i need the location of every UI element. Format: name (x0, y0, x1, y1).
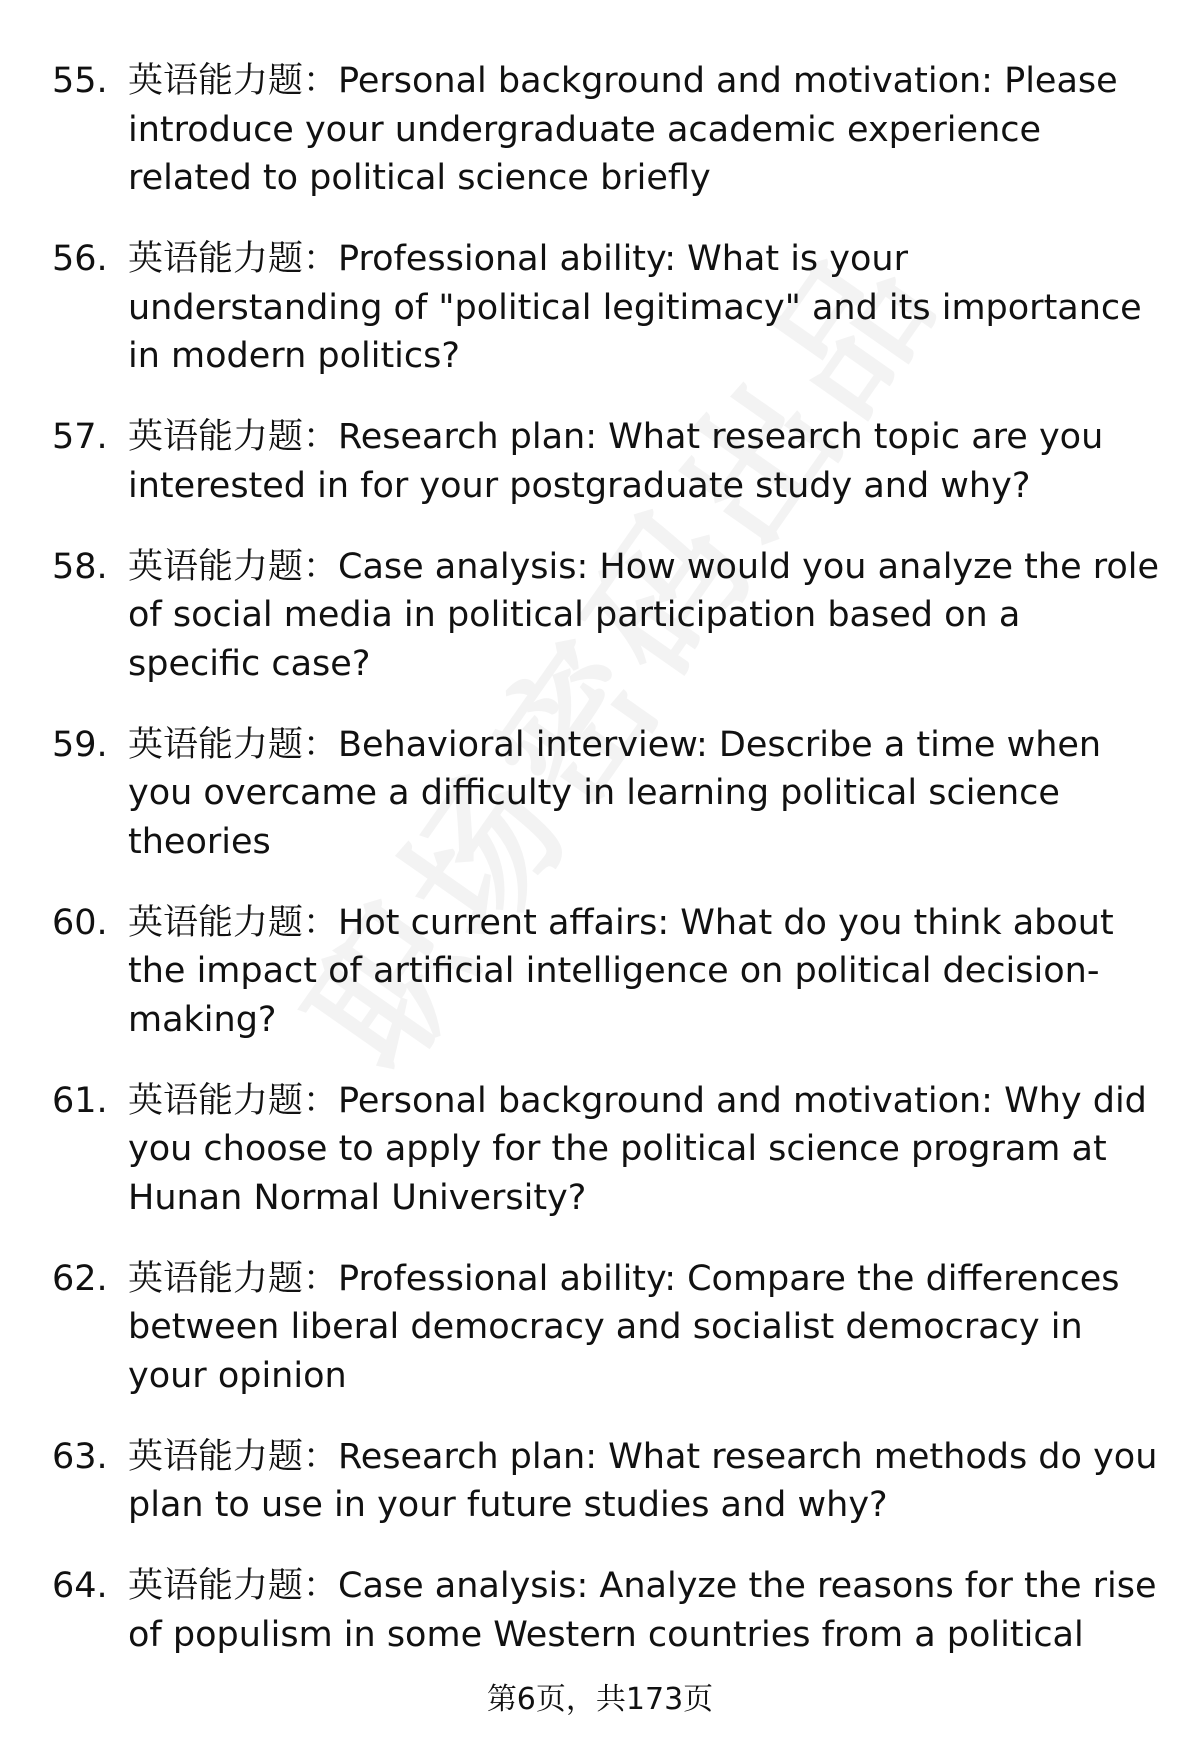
question-number: 62. (52, 1258, 108, 1299)
question-number: 60. (52, 902, 108, 943)
question-number: 61. (52, 1080, 108, 1121)
question-item (52, 899, 1162, 1045)
question-item (52, 1433, 1162, 1530)
question-text: 英语能力题：Case analysis: Analyze the reasons for the rise of populism in some Western countries from a political (128, 1566, 1157, 1655)
question-number: 63. (52, 1436, 108, 1477)
question-text: 英语能力题：Hot current affairs: What do you think about the impact of artificial intelligence on political decision-making? (128, 902, 1114, 1040)
question-text: 英语能力题：Case analysis: How would you analyze the role of social media in political participation based on a specific case? (128, 546, 1160, 684)
question-text: 英语能力题：Behavioral interview: Describe a time when you overcame a difficulty in learning political science theories (128, 724, 1102, 862)
question-list (52, 57, 1162, 1692)
question-item (52, 1562, 1162, 1659)
question-text: 英语能力题：Professional ability: What is your understanding of "political legitimacy" and its importance in modern politics? (128, 239, 1142, 376)
question-number: 64. (52, 1566, 108, 1606)
question-item (52, 235, 1162, 381)
question-item (52, 1255, 1162, 1401)
question-number: 57. (52, 417, 108, 457)
question-item (52, 543, 1162, 689)
question-item (52, 721, 1162, 867)
question-text: 英语能力题：Professional ability: Compare the differences between liberal democracy and socialist democracy in your opinion (128, 1258, 1120, 1396)
question-text: 英语能力题：Research plan: What research topic are you interested in for your postgraduate study and why? (128, 417, 1104, 506)
question-item (52, 57, 1162, 203)
question-number: 56. (52, 239, 108, 279)
question-text: 英语能力题：Personal background and motivation: Why did you choose to apply for the political science program at Hunan Normal University? (128, 1080, 1147, 1218)
question-text: 英语能力题：Personal background and motivation: Please introduce your undergraduate academic experience related to political science briefly (128, 61, 1118, 198)
question-number: 58. (52, 546, 108, 587)
question-text: 英语能力题：Research plan: What research methods do you plan to use in your future studies and why? (128, 1436, 1158, 1525)
question-item (52, 413, 1162, 510)
question-item (52, 1077, 1162, 1223)
page-footer: 第6页，共173页 (486, 1682, 714, 1717)
question-number: 59. (52, 724, 108, 765)
question-number: 55. (52, 61, 108, 101)
